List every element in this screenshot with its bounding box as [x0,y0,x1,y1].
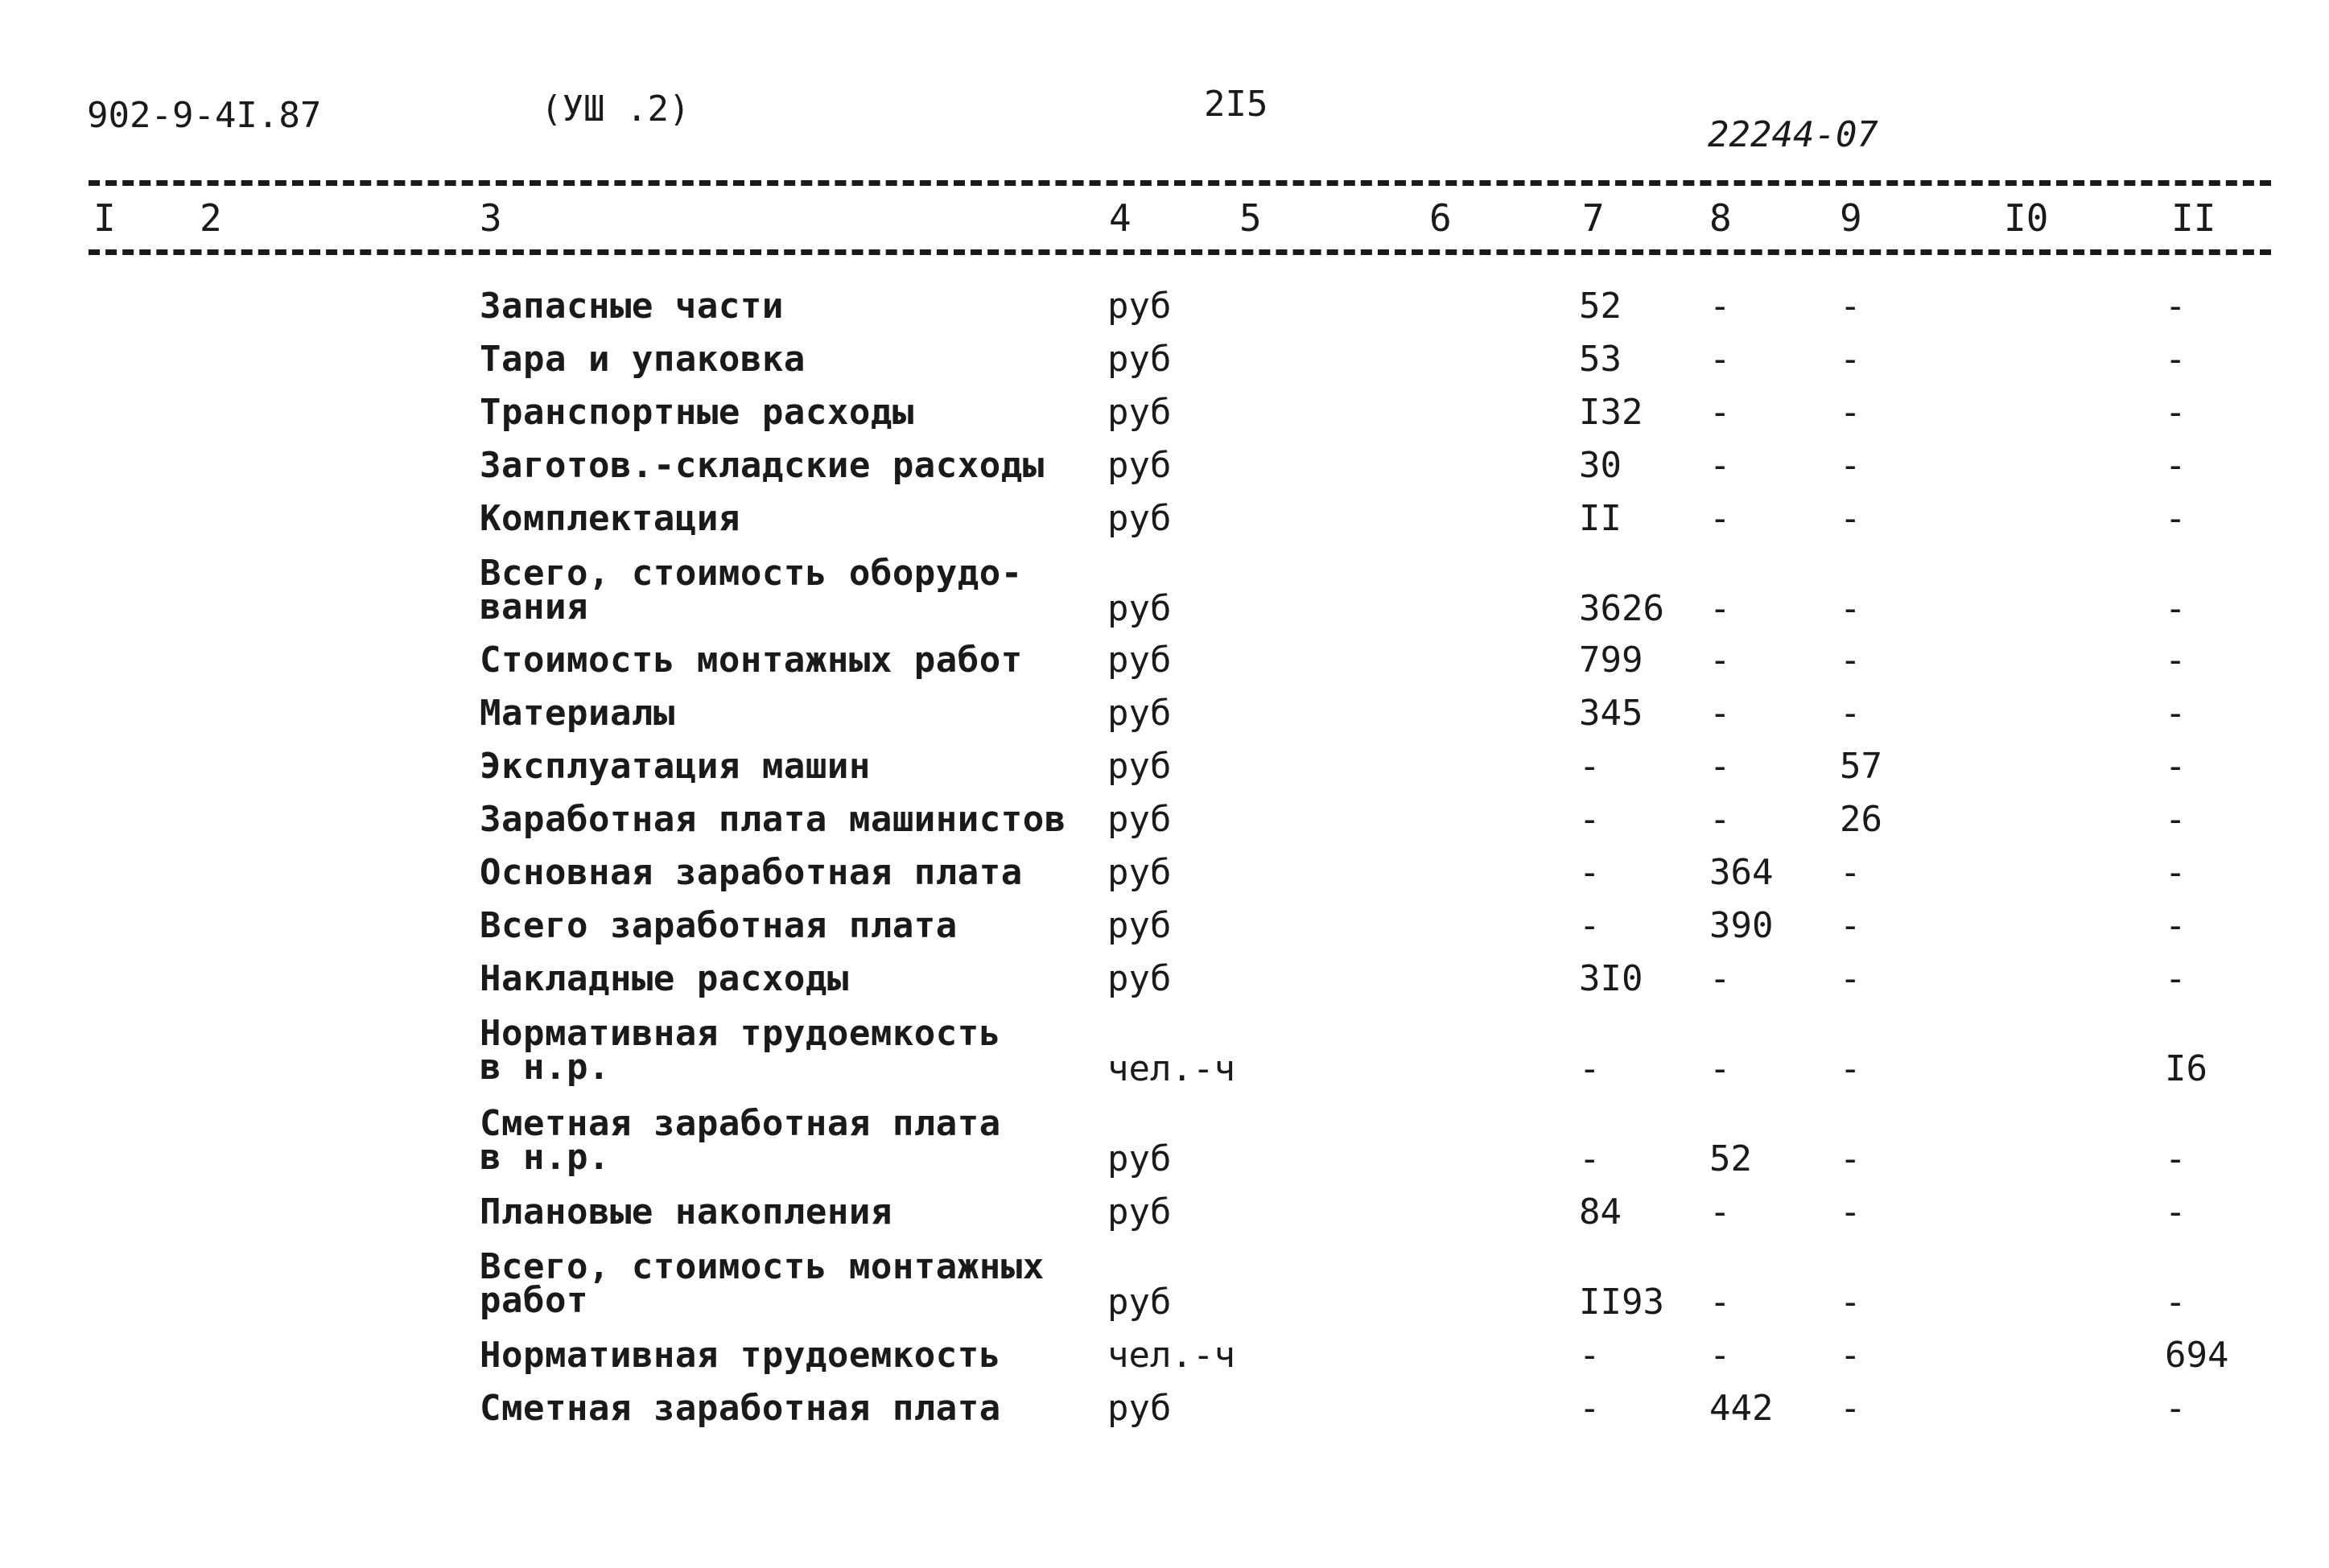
row-name-line: Запасные части [480,286,784,327]
page-number: 2I5 [1204,84,1268,125]
table-row [0,1191,2329,1247]
row-col-7: - [1579,852,1601,893]
row-col-7: - [1579,1138,1601,1179]
row-col-8: - [1709,746,1731,787]
row-col-7: 3626 [1579,588,1664,629]
row-col-8: - [1709,588,1731,629]
row-name [480,1191,892,1233]
row-name-line: в н.р. [480,1047,610,1088]
row-col-7: 3I0 [1579,958,1643,999]
row-name-line: Заготов.-складские расходы [480,445,1045,486]
table-header-bottom-rule [89,249,2271,255]
table-top-rule [89,180,2271,186]
row-name-line: Заработная плата машинистов [480,799,1066,840]
row-col-7: - [1579,1048,1601,1089]
row-unit: руб [1107,392,1172,433]
column-number-11: II [2171,196,2216,240]
row-col-7: II93 [1579,1282,1664,1323]
row-col-11: - [2165,799,2187,840]
table-row [0,801,2329,854]
row-name-line: Всего заработная плата [480,905,958,946]
row-col-8: 442 [1709,1388,1774,1429]
row-name-line: Нормативная трудоемкость [480,1335,1001,1376]
row-col-9: - [1840,588,1861,629]
row-unit: руб [1107,746,1172,787]
row-col-11: - [2165,445,2187,486]
row-name [480,1246,1045,1321]
row-col-9: - [1840,445,1861,486]
row-col-8: - [1709,958,1731,999]
row-col-9: - [1840,1138,1861,1179]
row-col-11: - [2165,693,2187,734]
row-unit: чел.-ч [1107,1048,1235,1089]
column-number-9: 9 [1840,196,1862,240]
row-col-11: - [2165,905,2187,946]
row-name-line: Транспортные расходы [480,392,914,433]
sheet-reference: (УШ .2) [541,88,690,130]
table-row [0,748,2329,801]
row-name-line: вания [480,586,588,628]
row-col-11: - [2165,852,2187,893]
row-col-11: - [2165,1138,2187,1179]
row-col-8: - [1709,339,1731,380]
row-unit: руб [1107,640,1172,681]
row-unit: руб [1107,339,1172,380]
column-number-4: 4 [1109,196,1132,240]
row-col-7: 30 [1579,445,1622,486]
row-unit: руб [1107,1138,1172,1179]
row-col-8: - [1709,445,1731,486]
row-unit: руб [1107,445,1172,486]
row-col-11: - [2165,1388,2187,1429]
row-name-line: Всего, стоимость монтажных [480,1246,1045,1287]
row-name-line: Эксплуатация машин [480,746,871,787]
row-col-7: 345 [1579,693,1643,734]
row-col-9: - [1840,958,1861,999]
row-name [480,907,958,945]
row-name [480,555,1023,626]
row-name-line: Сметная заработная плата [480,1388,1001,1429]
row-col-7: 84 [1579,1191,1622,1233]
table-row [0,854,2329,907]
column-number-7: 7 [1582,196,1605,240]
row-col-11: - [2165,1282,2187,1323]
row-col-7: 53 [1579,339,1622,380]
row-col-7: - [1579,1335,1601,1376]
row-col-7: 52 [1579,286,1622,327]
row-name-line: Материалы [480,693,675,734]
column-number-3: 3 [480,196,502,240]
row-col-8: - [1709,1048,1731,1089]
table-row [0,500,2329,554]
table-row [0,553,2329,629]
row-col-7: - [1579,905,1601,946]
row-unit: руб [1107,852,1172,893]
row-col-8: 364 [1709,852,1774,893]
row-name [480,394,914,431]
table-row [0,394,2329,447]
table-row [0,288,2329,341]
document-number: 22244-07 [1708,114,1878,155]
row-name-line: Стоимость монтажных работ [480,640,1023,681]
row-col-11: I6 [2165,1048,2207,1089]
row-col-11: - [2165,498,2187,539]
row-unit: руб [1107,498,1172,539]
row-col-7: - [1579,1388,1601,1429]
row-col-9: - [1840,693,1861,734]
row-col-9: - [1840,339,1861,380]
row-name [480,695,675,732]
row-unit: руб [1107,958,1172,999]
row-col-7: 799 [1579,640,1643,681]
row-col-8: - [1709,1191,1731,1233]
row-name [480,748,871,785]
row-unit: руб [1107,1388,1172,1429]
row-name-line: Нормативная трудоемкость [480,1013,1001,1054]
row-unit: руб [1107,588,1172,629]
row-name [480,801,1066,838]
row-name-line: в н.р. [480,1137,610,1178]
row-col-11: - [2165,286,2187,327]
row-name-line: Комплектация [480,498,740,539]
row-col-11: - [2165,958,2187,999]
row-col-8: - [1709,1335,1731,1376]
row-col-11: - [2165,640,2187,681]
table-row [0,1013,2329,1089]
table-row [0,447,2329,500]
row-col-11: - [2165,1191,2187,1233]
row-col-11: - [2165,339,2187,380]
row-col-8: 52 [1709,1138,1752,1179]
table-row [0,341,2329,394]
row-name-line: Накладные расходы [480,958,849,999]
row-name [480,1337,1001,1374]
row-col-9: - [1840,1048,1861,1089]
row-col-7: II [1579,498,1622,539]
row-name-line: Тара и упаковка [480,339,806,380]
row-col-8: - [1709,1282,1731,1323]
row-name [480,288,784,325]
row-name-line: Основная заработная плата [480,852,1023,893]
row-unit: руб [1107,1282,1172,1323]
row-col-7: - [1579,799,1601,840]
column-number-6: 6 [1429,196,1452,240]
row-col-9: - [1840,498,1861,539]
row-name-line: работ [480,1280,588,1321]
row-name [480,341,806,378]
table-row [0,1337,2329,1390]
table-row [0,695,2329,748]
row-name [480,958,849,999]
table-row [0,1246,2329,1323]
row-col-9: - [1840,286,1861,327]
row-col-11: - [2165,392,2187,433]
row-col-9: - [1840,1191,1861,1233]
row-name-line: Всего, стоимость оборудо- [480,553,1023,594]
row-col-7: I32 [1579,392,1643,433]
row-col-8: - [1709,286,1731,327]
row-col-9: - [1840,905,1861,946]
row-name [480,447,1045,484]
row-name [480,854,1023,891]
row-col-8: - [1709,693,1731,734]
row-col-9: - [1840,640,1861,681]
column-number-1: I [93,196,116,240]
row-name [480,500,740,537]
row-unit: руб [1107,286,1172,327]
row-col-8: 390 [1709,905,1774,946]
table-row [0,907,2329,961]
column-number-5: 5 [1239,196,1262,240]
row-name-line: Плановые накопления [480,1191,892,1233]
row-col-9: - [1840,392,1861,433]
row-col-9: - [1840,852,1861,893]
row-unit: руб [1107,1191,1172,1233]
row-unit: руб [1107,905,1172,946]
row-col-11: 694 [2165,1335,2229,1376]
row-col-8: - [1709,640,1731,681]
table-row [0,958,2329,1014]
row-col-8: - [1709,392,1731,433]
row-col-9: - [1840,1282,1861,1323]
row-name [480,1105,1001,1176]
table-row [0,1103,2329,1179]
row-name [480,642,1023,679]
document-code: 902-9-4I.87 [87,95,322,136]
column-number-2: 2 [200,196,222,240]
row-col-9: - [1840,1335,1861,1376]
row-name-line: Сметная заработная плата [480,1103,1001,1144]
row-col-9: 26 [1840,799,1882,840]
row-name [480,1390,1001,1427]
row-unit: чел.-ч [1107,1335,1235,1376]
row-col-8: - [1709,498,1731,539]
row-col-9: - [1840,1388,1861,1429]
column-number-8: 8 [1709,196,1732,240]
row-col-11: - [2165,588,2187,629]
table-row [0,1390,2329,1443]
row-unit: руб [1107,799,1172,840]
table-row [0,642,2329,695]
row-name [480,1015,1001,1086]
row-col-11: - [2165,746,2187,787]
row-col-9: 57 [1840,746,1882,787]
column-number-10: I0 [2004,196,2049,240]
row-unit: руб [1107,693,1172,734]
row-col-8: - [1709,799,1731,840]
row-col-7: - [1579,746,1601,787]
